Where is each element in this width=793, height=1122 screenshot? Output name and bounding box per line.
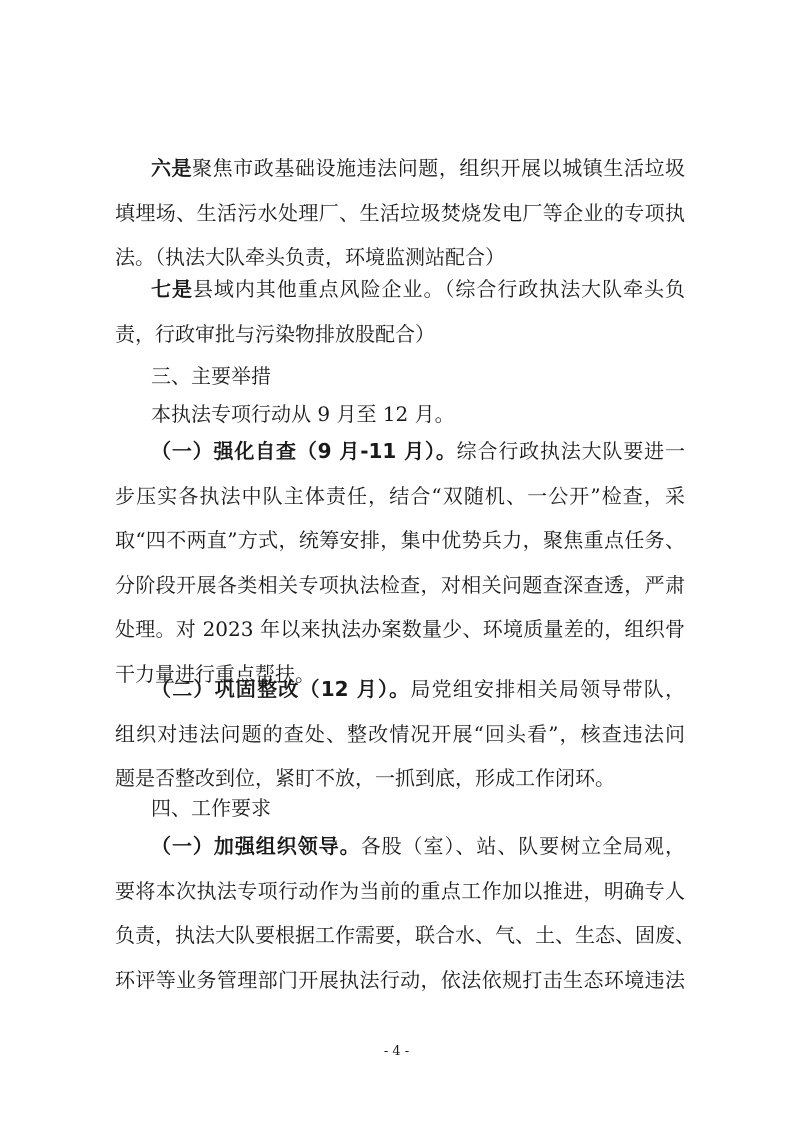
text-span: 县域内其他重点风险企业。（综合行政执法大队牵头负: [192, 277, 686, 301]
text-span: 各股（室）、站、队要树立全局观，: [360, 834, 686, 858]
text-line: [115, 429, 685, 474]
step-title: （一）强化自查（9 月-11 月）。: [151, 439, 457, 463]
text-line: 环评等业务管理部门开展执法行动，依法依规打击生态环境违法: [115, 967, 685, 992]
lead-label: 七是: [151, 277, 193, 301]
text-line: 法。（执法大队牵头负责，环境监测站配合）: [115, 245, 505, 269]
text-line: 本执法专项行动从 9 月至 12 月。: [151, 402, 455, 426]
text-line: [115, 824, 685, 869]
text-span: 聚焦市政基础设施违法问题，组织开展以城镇生活垃圾: [192, 156, 686, 180]
paragraph-six: [115, 146, 685, 280]
section-heading: 四、工作要求: [151, 796, 271, 820]
text-line: 填埋场、生活污水处理厂、生活垃圾焚烧发电厂等企业的专项执: [115, 200, 685, 225]
text-line: 负责，执法大队要根据工作需要，联合水、气、土、生态、固废、: [115, 923, 695, 947]
text-line: 干力量进行重点帮扶。: [115, 661, 315, 686]
text-span: 综合行政执法大队要进一: [456, 439, 685, 463]
text-line: 步压实各执法中队主体责任，结合“双随机、一公开”检查，采: [115, 483, 685, 508]
page-number: - 4 -: [383, 1044, 410, 1059]
text-line: 分阶段开展各类相关专项执法检查，对相关问题查深查透，严肃: [115, 572, 685, 597]
text-line: [115, 267, 685, 312]
text-line: [115, 146, 685, 191]
paragraph-step1: [115, 429, 685, 696]
text-line: 责，行政审批与污染物排放股配合）: [115, 321, 435, 346]
paragraph-seven: [115, 267, 685, 356]
text-line: 组织对违法问题的查处、整改情况开展“回头看”，核查违法问: [115, 721, 685, 746]
req-title: （一）加强组织领导。: [151, 834, 361, 858]
step-title: （二）巩固整改（12 月）。: [151, 677, 411, 701]
paragraph-req1: [115, 824, 695, 1002]
text-span: 局党组安排相关局领导带队，: [410, 677, 686, 701]
text-line: [115, 667, 685, 712]
paragraph-step2: [115, 667, 685, 801]
text-line: 题是否整改到位，紧盯不放，一抓到底，形成工作闭环。: [115, 766, 615, 790]
lead-label: 六是: [151, 156, 193, 180]
text-line: 取“四不两直”方式，统筹安排，集中优势兵力，聚焦重点任务、: [115, 528, 685, 552]
text-line: 处理。对 2023 年以来执法办案数量少、环境质量差的，组织骨: [115, 617, 685, 641]
text-line: 要将本次执法专项行动作为当前的重点工作加以推进，明确专人: [115, 878, 685, 903]
section-heading: 三、主要举措: [151, 364, 271, 388]
